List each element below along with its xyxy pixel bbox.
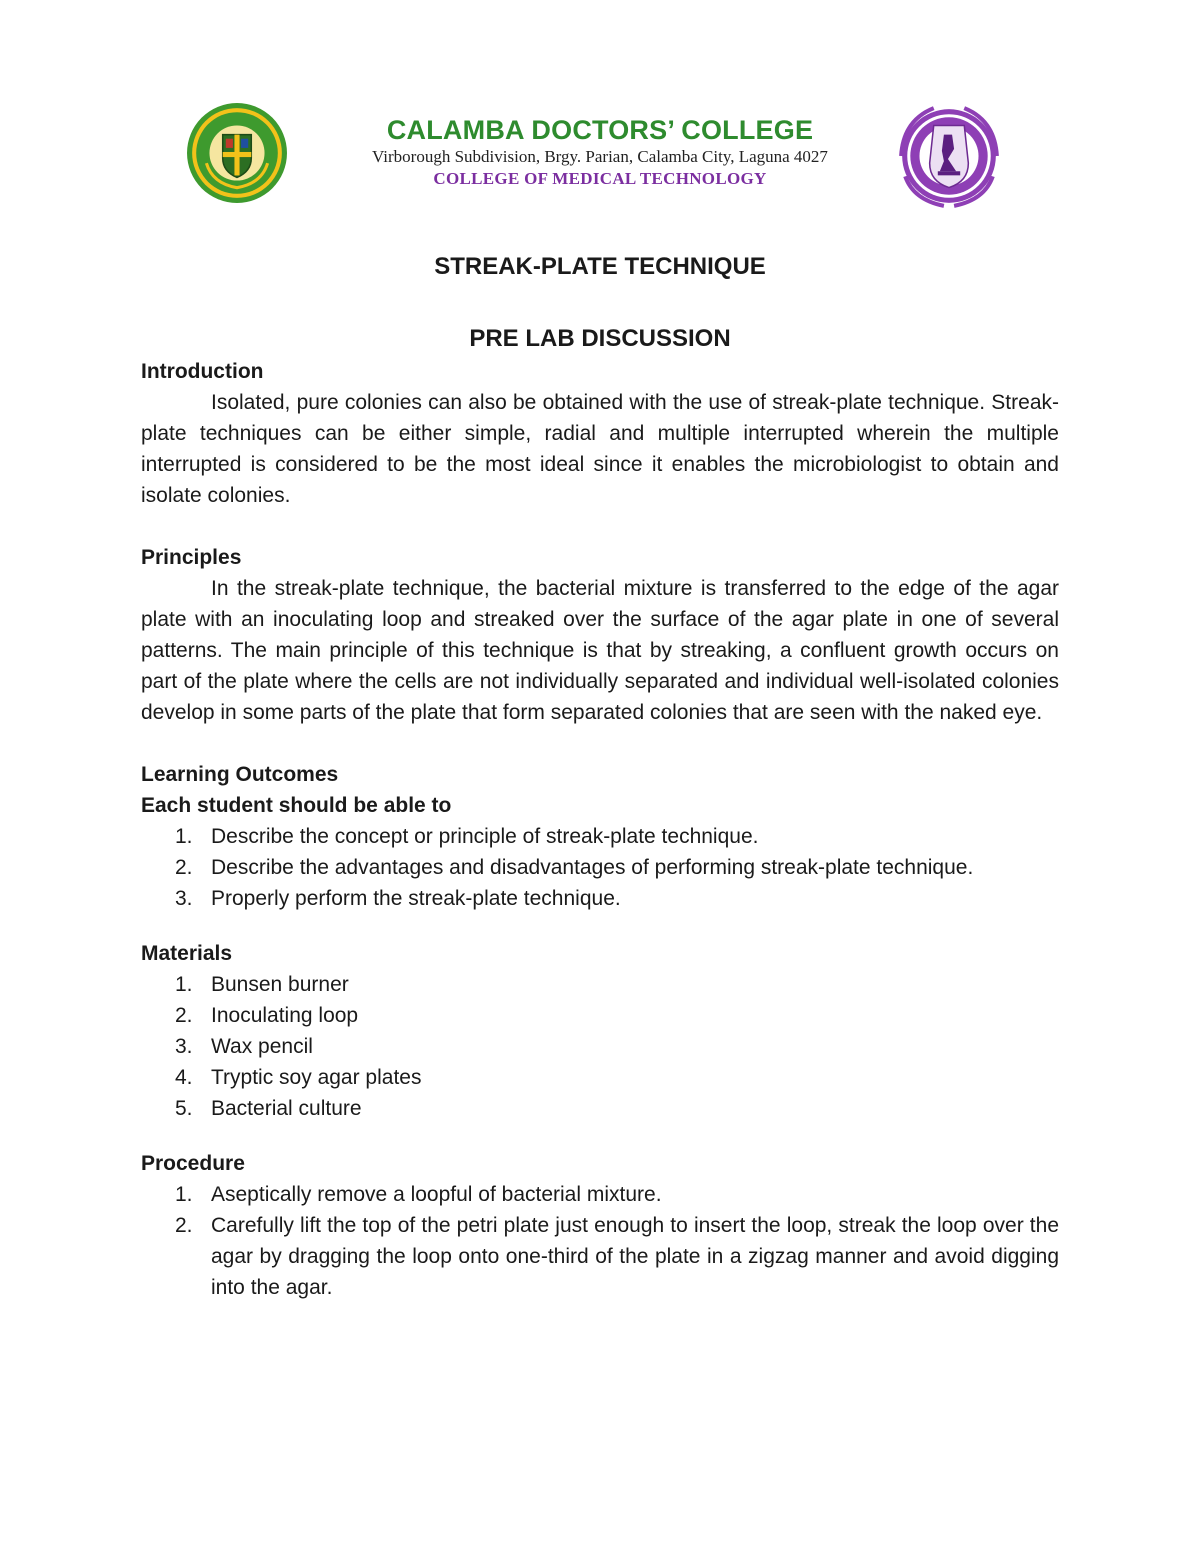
list-text: Describe the advantages and disadvantages of performing streak-plate technique. <box>211 856 974 879</box>
list-item <box>141 1031 1059 1062</box>
college-seal-icon <box>186 102 288 204</box>
list-number: 4. <box>175 1066 193 1089</box>
materials-heading: Materials <box>141 942 233 965</box>
procedure-heading: Procedure <box>141 1152 245 1175</box>
medtech-seal-icon <box>893 100 1005 212</box>
list-item <box>141 821 1059 852</box>
list-text: Aseptically remove a loopful of bacterial mixture. <box>211 1183 662 1206</box>
procedure-list <box>141 1179 1059 1303</box>
introduction-text: Isolated, pure colonies can also be obtained with the use of streak-plate technique. Streak-plate techniques can be either simple, radial and multiple interrupted wherein the multiple interrupted is considered to be the most ideal since it enables the microbiologist to obtain and isolate colonies. <box>141 391 1059 507</box>
list-text: Wax pencil <box>211 1035 313 1058</box>
list-item <box>141 1093 1059 1124</box>
college-department: COLLEGE OF MEDICAL TECHNOLOGY <box>433 169 767 188</box>
list-number: 5. <box>175 1097 193 1120</box>
list-item <box>141 1179 1059 1210</box>
list-item <box>141 1062 1059 1093</box>
letterhead <box>0 96 1200 216</box>
letterhead-text <box>340 114 860 190</box>
list-item <box>141 852 1059 883</box>
list-text: Carefully lift the top of the petri plate just enough to insert the loop, streak the loop over the agar by dragging the loop onto one-third of the plate in a zigzag manner and avoid digging into the agar. <box>211 1214 1059 1299</box>
list-number: 1. <box>175 825 193 848</box>
document-title: STREAK-PLATE TECHNIQUE <box>434 253 766 280</box>
learning-outcomes-list <box>141 821 1059 914</box>
college-name: CALAMBA DOCTORS’ COLLEGE <box>386 115 814 145</box>
list-number: 3. <box>175 887 193 910</box>
list-text: Inoculating loop <box>211 1004 359 1027</box>
list-item <box>141 1000 1059 1031</box>
list-text: Describe the concept or principle of streak-plate technique. <box>211 825 759 848</box>
college-address: Virborough Subdivision, Brgy. Parian, Calamba City, Laguna 4027 <box>372 147 828 166</box>
list-number: 1. <box>175 973 193 996</box>
list-text: Properly perform the streak-plate technique. <box>211 887 621 910</box>
list-item <box>141 883 1059 914</box>
list-number: 3. <box>175 1035 193 1058</box>
introduction-heading: Introduction <box>141 360 264 383</box>
list-item <box>141 969 1059 1000</box>
principles-heading: Principles <box>141 546 242 569</box>
list-number: 1. <box>175 1183 193 1206</box>
document-body <box>141 250 1059 1303</box>
list-text: Tryptic soy agar plates <box>211 1066 422 1089</box>
learning-outcomes-heading: Learning Outcomes <box>141 763 339 786</box>
document-subtitle: PRE LAB DISCUSSION <box>469 325 731 352</box>
list-text: Bacterial culture <box>211 1097 362 1120</box>
list-item <box>141 1210 1059 1303</box>
list-number: 2. <box>175 1004 193 1027</box>
principles-text: In the streak-plate technique, the bacterial mixture is transferred to the edge of the agar plate with an inoculating loop and streaked over the surface of the agar plate in one of several patterns. The main principle of this technique is that by streaking, a confluent growth occurs on part of the plate where the cells are not individually separated and individual well-isolated colonies develop in some parts of the plate that form separated colonies that are seen with the naked eye. <box>141 577 1059 724</box>
list-number: 2. <box>175 1214 193 1237</box>
list-text: Bunsen burner <box>211 973 349 996</box>
list-number: 2. <box>175 856 193 879</box>
materials-list <box>141 969 1059 1124</box>
learning-outcomes-subheading: Each student should be able to <box>141 794 452 817</box>
